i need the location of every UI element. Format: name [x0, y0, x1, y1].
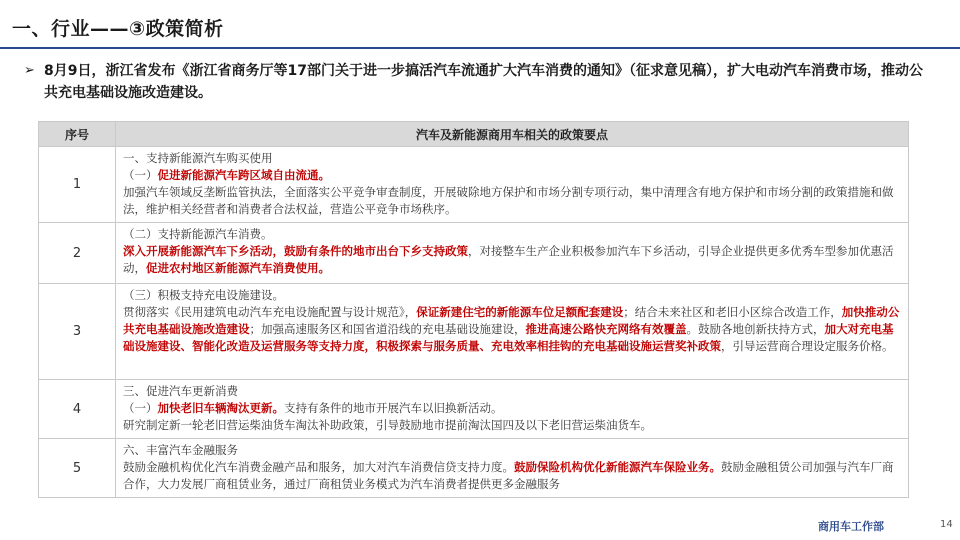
column-header-policy: 汽车及新能源商用车相关的政策要点: [116, 122, 909, 147]
table-row: [39, 284, 909, 380]
section-heading: （二）支持新能源汽车消费。: [123, 227, 273, 241]
highlight-text: 鼓励保险机构优化新能源汽车保险业务。: [514, 460, 721, 474]
sub-index: （一）: [123, 401, 158, 415]
row-number: 3: [39, 284, 116, 380]
section-heading: 三、促进汽车更新消费: [123, 384, 238, 398]
intro-text: 8月9日，浙江省发布《浙江省商务厅等17部门关于进一步搞活汽车流通扩大汽车消费的通知》（征求意见稿），扩大电动汽车消费市场，推动公共充电基础设施改造建设。: [44, 63, 923, 101]
body-text: [123, 459, 900, 493]
highlight-text: 加快老旧车辆淘汰更新。: [157, 401, 284, 415]
plain-text: 贯彻落实《民用建筑电动汽车充电设施配置与设计规范》，: [123, 305, 417, 319]
body-text: 加强汽车领域反垄断监管执法，全面落实公平竞争审查制度，开展破除地方保护和市场分割专项行动，集中清理含有地方保护和市场分割的政策措施和做法，维护相关经营者和消费者合法权益，营造公平竞争市场秩序。: [123, 185, 894, 216]
footer-department: 商用车工作部: [818, 520, 884, 533]
plain-text: ，对接整车生产企业积极参加汽车下乡活动，引导企业提供更多优秀车型参加优惠活动，: [123, 244, 894, 275]
row-number: 2: [39, 223, 116, 284]
table-row: [39, 223, 909, 284]
policy-cell: [116, 439, 909, 498]
row-number: 1: [39, 147, 116, 223]
sub-index: （一）: [123, 168, 158, 182]
policy-cell: [116, 284, 909, 380]
highlight-text: 推进高速公路快充网络有效覆盖: [525, 322, 687, 336]
policy-cell: [116, 380, 909, 439]
plain-text: 。鼓励各地创新扶持方式，: [686, 322, 825, 336]
highlight-text: 保证新建住宅的新能源车位足额配套建设: [416, 305, 624, 319]
table-row: [39, 380, 909, 439]
title-divider: [0, 47, 960, 49]
highlight-text: 促进新能源汽车跨区域自由流通。: [157, 168, 330, 182]
plain-text: 鼓励金融租赁公司加强与汽车厂商合作，大力发展厂商租赁业务，通过厂商租赁业务模式为汽车消费者提供更多金融服务: [123, 460, 894, 491]
sub-heading: [123, 400, 900, 417]
plain-text: ；加强高速服务区和国省道沿线的充电基础设施建设，: [249, 322, 526, 336]
plain-text: ；结合未来社区和老旧小区综合改造工作，: [623, 305, 842, 319]
table-row: [39, 439, 909, 498]
column-header-index: 序号: [39, 122, 116, 147]
highlight-text: 加大对充电基础设施建设、智能化改造及运营服务等支持力度，积极探索与服务质量、充电效率相挂钩的充电基础设施运营奖补政策: [123, 322, 894, 353]
policy-table: [38, 121, 909, 498]
plain-text: 鼓励金融机构优化汽车消费金融产品和服务，加大对汽车消费信贷支持力度。: [123, 460, 514, 474]
section-heading: 一、支持新能源汽车购买使用: [123, 151, 273, 165]
policy-cell: [116, 147, 909, 223]
highlight-text: 深入开展新能源汽车下乡活动，鼓励有条件的地市出台下乡支持政策: [123, 244, 468, 258]
row-number: 5: [39, 439, 116, 498]
table-header-row: [39, 122, 909, 147]
table-row: [39, 147, 909, 223]
intro-paragraph: [24, 60, 924, 104]
body-text: 研究制定新一轮老旧营运柴油货车淘汰补助政策，引导鼓励地市提前淘汰国四及以下老旧营运柴油货车。: [123, 418, 652, 432]
section-heading: 六、丰富汽车金融服务: [123, 443, 238, 457]
page-number: 14: [940, 519, 953, 530]
highlight-text: 促进农村地区新能源汽车消费使用。: [146, 261, 330, 275]
slide-title: 一、行业——③政策简析: [12, 18, 224, 40]
policy-cell: [116, 223, 909, 284]
plain-text: ，引导运营商合理设定服务价格。: [721, 339, 894, 353]
plain-text: 支持有条件的地市开展汽车以旧换新活动。: [284, 401, 503, 415]
sub-heading: [123, 167, 900, 184]
arrow-bullet-icon: ➢: [24, 63, 35, 78]
highlight-text: 加快推动公共充电基础设施改造建设: [123, 305, 900, 336]
body-text: [123, 304, 900, 355]
section-heading: （三）积极支持充电设施建设。: [123, 288, 284, 302]
body-text: [123, 243, 900, 277]
row-number: 4: [39, 380, 116, 439]
